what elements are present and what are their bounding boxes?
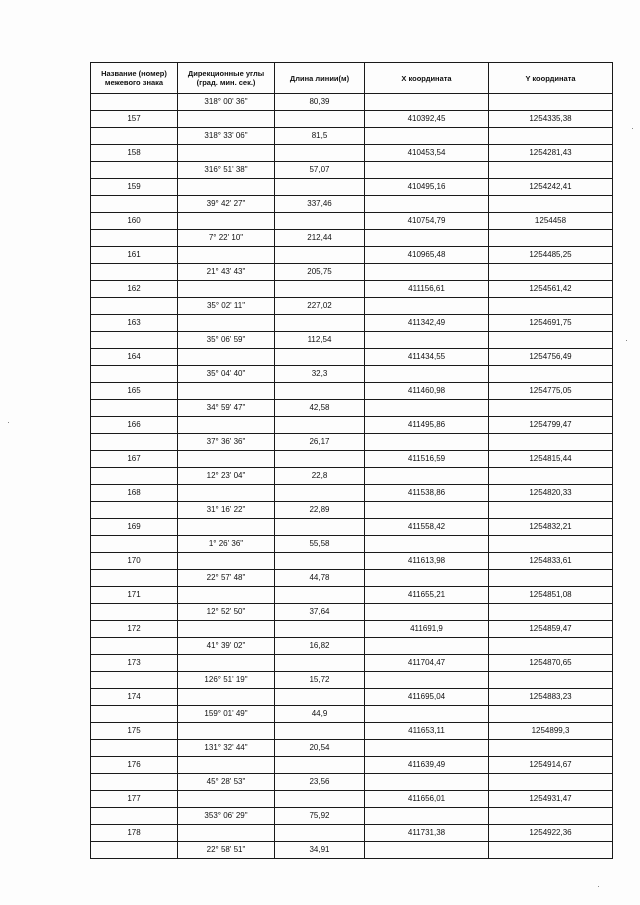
cell-point-name: 172 [91, 621, 178, 638]
cell-x-coordinate [365, 808, 489, 825]
cell-x-coordinate [365, 672, 489, 689]
table-row-segment [91, 434, 613, 451]
cell-x-coordinate [365, 230, 489, 247]
table-row-segment [91, 94, 613, 111]
cell-y-coordinate [489, 604, 613, 621]
cell-direction-angle [178, 621, 275, 638]
cell-point-name: 166 [91, 417, 178, 434]
cell-point-name: 169 [91, 519, 178, 536]
cell-x-coordinate: 411613,98 [365, 553, 489, 570]
cell-point-name: 171 [91, 587, 178, 604]
cell-line-length: 44,78 [275, 570, 365, 587]
cell-x-coordinate: 410453,54 [365, 145, 489, 162]
cell-direction-angle [178, 111, 275, 128]
cell-line-length [275, 179, 365, 196]
cell-y-coordinate [489, 808, 613, 825]
cell-direction-angle [178, 587, 275, 604]
cell-point-name: 168 [91, 485, 178, 502]
cell-x-coordinate [365, 94, 489, 111]
cell-line-length [275, 689, 365, 706]
table-row-segment [91, 332, 613, 349]
table-row-segment [91, 196, 613, 213]
cell-line-length: 57,07 [275, 162, 365, 179]
cell-line-length: 80,39 [275, 94, 365, 111]
cell-y-coordinate [489, 638, 613, 655]
table-row-segment [91, 366, 613, 383]
cell-point-name: 176 [91, 757, 178, 774]
cell-y-coordinate: 1254931,47 [489, 791, 613, 808]
cell-point-name: 158 [91, 145, 178, 162]
cell-line-length [275, 587, 365, 604]
scan-speck [8, 422, 9, 423]
table-row-point [91, 587, 613, 604]
cell-point-name [91, 434, 178, 451]
table-row-segment [91, 774, 613, 791]
cell-point-name [91, 842, 178, 859]
cell-line-length [275, 791, 365, 808]
cell-x-coordinate: 411516,59 [365, 451, 489, 468]
cell-point-name: 160 [91, 213, 178, 230]
table-row-point [91, 213, 613, 230]
cell-x-coordinate: 411655,21 [365, 587, 489, 604]
cell-point-name [91, 570, 178, 587]
cell-direction-angle [178, 281, 275, 298]
cell-direction-angle [178, 519, 275, 536]
cell-line-length [275, 553, 365, 570]
cell-x-coordinate [365, 604, 489, 621]
cell-y-coordinate: 1254756,49 [489, 349, 613, 366]
table-row-point [91, 519, 613, 536]
header-angle: Дирекционные углы (град. мин. сек.) [178, 63, 275, 94]
cell-point-name: 165 [91, 383, 178, 400]
cell-direction-angle: 316° 51' 38" [178, 162, 275, 179]
cell-direction-angle: 126° 51' 19" [178, 672, 275, 689]
cell-direction-angle: 1° 26' 36" [178, 536, 275, 553]
cell-direction-angle [178, 315, 275, 332]
cell-point-name: 178 [91, 825, 178, 842]
cell-point-name [91, 468, 178, 485]
cell-point-name [91, 264, 178, 281]
cell-line-length [275, 315, 365, 332]
cell-line-length [275, 281, 365, 298]
cell-point-name [91, 706, 178, 723]
table-row-point [91, 451, 613, 468]
cell-x-coordinate [365, 842, 489, 859]
cell-x-coordinate: 411434,55 [365, 349, 489, 366]
cell-point-name [91, 502, 178, 519]
cell-direction-angle [178, 689, 275, 706]
cell-direction-angle: 318° 00' 36" [178, 94, 275, 111]
cell-direction-angle: 12° 52' 50" [178, 604, 275, 621]
table-row-segment [91, 536, 613, 553]
cell-direction-angle: 131° 32' 44" [178, 740, 275, 757]
cell-line-length: 32,3 [275, 366, 365, 383]
cell-point-name: 162 [91, 281, 178, 298]
cell-direction-angle [178, 825, 275, 842]
cell-point-name [91, 94, 178, 111]
table-row-segment [91, 808, 613, 825]
cell-line-length: 37,64 [275, 604, 365, 621]
cell-direction-angle: 34° 59' 47" [178, 400, 275, 417]
cell-direction-angle [178, 349, 275, 366]
cell-y-coordinate [489, 774, 613, 791]
table-body [91, 94, 613, 859]
cell-direction-angle [178, 213, 275, 230]
cell-y-coordinate: 1254799,47 [489, 417, 613, 434]
cell-line-length [275, 349, 365, 366]
table-row-segment [91, 672, 613, 689]
cell-x-coordinate [365, 162, 489, 179]
cell-line-length: 34,91 [275, 842, 365, 859]
cell-line-length: 112,54 [275, 332, 365, 349]
cell-y-coordinate: 1254691,75 [489, 315, 613, 332]
cell-point-name: 163 [91, 315, 178, 332]
cell-line-length [275, 145, 365, 162]
table-row-point [91, 145, 613, 162]
cell-y-coordinate: 1254899,3 [489, 723, 613, 740]
cell-point-name [91, 536, 178, 553]
cell-direction-angle: 22° 57' 48" [178, 570, 275, 587]
table-row-segment [91, 502, 613, 519]
cell-x-coordinate [365, 264, 489, 281]
header-x: X координата [365, 63, 489, 94]
cell-direction-angle: 35° 06' 59" [178, 332, 275, 349]
cell-y-coordinate: 1254832,21 [489, 519, 613, 536]
table-row-point [91, 485, 613, 502]
cell-line-length: 22,8 [275, 468, 365, 485]
table-row-segment [91, 128, 613, 145]
cell-y-coordinate [489, 298, 613, 315]
cell-x-coordinate: 411656,01 [365, 791, 489, 808]
cell-point-name: 159 [91, 179, 178, 196]
cell-direction-angle: 159° 01' 49" [178, 706, 275, 723]
cell-line-length [275, 247, 365, 264]
cell-point-name [91, 128, 178, 145]
cell-line-length [275, 451, 365, 468]
table-row-point [91, 179, 613, 196]
scan-speck [632, 128, 633, 129]
cell-y-coordinate [489, 536, 613, 553]
cell-x-coordinate [365, 366, 489, 383]
table-row-segment [91, 468, 613, 485]
cell-y-coordinate: 1254851,08 [489, 587, 613, 604]
cell-y-coordinate: 1254335,38 [489, 111, 613, 128]
cell-point-name [91, 774, 178, 791]
cell-x-coordinate [365, 706, 489, 723]
cell-y-coordinate [489, 570, 613, 587]
cell-direction-angle [178, 383, 275, 400]
cell-direction-angle: 318° 33' 06" [178, 128, 275, 145]
cell-line-length [275, 655, 365, 672]
table-row-point [91, 757, 613, 774]
cell-direction-angle [178, 417, 275, 434]
cell-y-coordinate [489, 128, 613, 145]
cell-x-coordinate [365, 536, 489, 553]
cell-x-coordinate: 411704,47 [365, 655, 489, 672]
table-row-point [91, 655, 613, 672]
cell-y-coordinate: 1254820,33 [489, 485, 613, 502]
cell-x-coordinate: 410392,45 [365, 111, 489, 128]
cell-direction-angle: 22° 58' 51" [178, 842, 275, 859]
cell-line-length [275, 213, 365, 230]
cell-y-coordinate [489, 706, 613, 723]
cell-line-length: 75,92 [275, 808, 365, 825]
table-row-point [91, 791, 613, 808]
cell-y-coordinate: 1254485,25 [489, 247, 613, 264]
cell-direction-angle: 21° 43' 43" [178, 264, 275, 281]
cell-line-length [275, 485, 365, 502]
cell-x-coordinate: 411538,86 [365, 485, 489, 502]
cell-point-name [91, 162, 178, 179]
cell-point-name: 161 [91, 247, 178, 264]
cell-point-name [91, 638, 178, 655]
cell-x-coordinate [365, 638, 489, 655]
cell-point-name [91, 230, 178, 247]
table-row-segment [91, 740, 613, 757]
cell-y-coordinate: 1254815,44 [489, 451, 613, 468]
cell-x-coordinate: 411653,11 [365, 723, 489, 740]
cell-line-length: 55,58 [275, 536, 365, 553]
cell-x-coordinate: 411691,9 [365, 621, 489, 638]
cell-x-coordinate [365, 468, 489, 485]
cell-y-coordinate [489, 672, 613, 689]
cell-y-coordinate [489, 468, 613, 485]
cell-direction-angle: 12° 23' 04" [178, 468, 275, 485]
cell-line-length: 212,44 [275, 230, 365, 247]
cell-x-coordinate: 410965,48 [365, 247, 489, 264]
table-row-segment [91, 570, 613, 587]
cell-y-coordinate: 1254775,05 [489, 383, 613, 400]
cell-direction-angle: 41° 39' 02" [178, 638, 275, 655]
cell-x-coordinate: 411156,61 [365, 281, 489, 298]
header-length: Длина линии(м) [275, 63, 365, 94]
table-row-point [91, 417, 613, 434]
cell-line-length: 23,56 [275, 774, 365, 791]
cell-direction-angle: 35° 02' 11" [178, 298, 275, 315]
cell-point-name [91, 196, 178, 213]
cell-x-coordinate [365, 570, 489, 587]
header-name: Название (номер) межевого знака [91, 63, 178, 94]
cell-x-coordinate [365, 332, 489, 349]
cell-direction-angle: 37° 36' 36" [178, 434, 275, 451]
cell-x-coordinate [365, 400, 489, 417]
scan-speck [598, 886, 599, 887]
cell-line-length [275, 383, 365, 400]
cell-line-length: 22,89 [275, 502, 365, 519]
cell-point-name: 157 [91, 111, 178, 128]
cell-x-coordinate: 411495,86 [365, 417, 489, 434]
cell-x-coordinate: 411342,49 [365, 315, 489, 332]
cell-direction-angle: 45° 28' 53" [178, 774, 275, 791]
cell-y-coordinate [489, 264, 613, 281]
cell-direction-angle [178, 757, 275, 774]
cell-line-length: 15,72 [275, 672, 365, 689]
cell-y-coordinate: 1254859,47 [489, 621, 613, 638]
cell-y-coordinate: 1254833,61 [489, 553, 613, 570]
cell-line-length [275, 111, 365, 128]
cell-y-coordinate: 1254242,41 [489, 179, 613, 196]
table-row-segment [91, 638, 613, 655]
cell-point-name: 167 [91, 451, 178, 468]
cell-direction-angle [178, 655, 275, 672]
table-row-point [91, 315, 613, 332]
cell-point-name [91, 740, 178, 757]
table-row-segment [91, 400, 613, 417]
cell-x-coordinate: 411639,49 [365, 757, 489, 774]
table-row-point [91, 689, 613, 706]
cell-line-length: 20,54 [275, 740, 365, 757]
cell-line-length [275, 417, 365, 434]
cell-line-length [275, 621, 365, 638]
cell-x-coordinate [365, 502, 489, 519]
table-row-point [91, 723, 613, 740]
cell-x-coordinate [365, 298, 489, 315]
cell-y-coordinate [489, 502, 613, 519]
cell-y-coordinate: 1254561,42 [489, 281, 613, 298]
cell-direction-angle: 7° 22' 10" [178, 230, 275, 247]
table-row-segment [91, 706, 613, 723]
cell-x-coordinate: 411695,04 [365, 689, 489, 706]
cell-y-coordinate [489, 196, 613, 213]
table-row-point [91, 111, 613, 128]
cell-y-coordinate [489, 162, 613, 179]
table-row-point [91, 349, 613, 366]
cell-direction-angle [178, 553, 275, 570]
cell-direction-angle [178, 179, 275, 196]
cell-x-coordinate: 411558,42 [365, 519, 489, 536]
cell-line-length: 205,75 [275, 264, 365, 281]
table-row-point [91, 553, 613, 570]
cell-x-coordinate: 410495,16 [365, 179, 489, 196]
cell-point-name: 174 [91, 689, 178, 706]
table-row-point [91, 383, 613, 400]
table-row-segment [91, 298, 613, 315]
cell-point-name [91, 298, 178, 315]
cell-x-coordinate: 411731,38 [365, 825, 489, 842]
cell-direction-angle: 31° 16' 22" [178, 502, 275, 519]
table-row-point [91, 621, 613, 638]
cell-line-length [275, 519, 365, 536]
cell-x-coordinate [365, 740, 489, 757]
cell-x-coordinate [365, 128, 489, 145]
cell-line-length [275, 723, 365, 740]
table-row-segment [91, 230, 613, 247]
cell-x-coordinate: 410754,79 [365, 213, 489, 230]
cell-direction-angle: 39° 42' 27" [178, 196, 275, 213]
cell-point-name [91, 604, 178, 621]
cell-point-name [91, 808, 178, 825]
cell-point-name: 175 [91, 723, 178, 740]
cell-direction-angle [178, 485, 275, 502]
cell-direction-angle: 353° 06' 29" [178, 808, 275, 825]
cell-direction-angle [178, 451, 275, 468]
table-row-segment [91, 842, 613, 859]
cell-direction-angle [178, 723, 275, 740]
cell-y-coordinate: 1254883,23 [489, 689, 613, 706]
table-row-point [91, 281, 613, 298]
cell-point-name: 164 [91, 349, 178, 366]
cell-line-length: 337,46 [275, 196, 365, 213]
cell-line-length: 44,9 [275, 706, 365, 723]
cell-y-coordinate [489, 94, 613, 111]
cell-direction-angle [178, 791, 275, 808]
cell-point-name: 177 [91, 791, 178, 808]
cell-y-coordinate: 1254281,43 [489, 145, 613, 162]
cell-point-name [91, 332, 178, 349]
cell-line-length: 16,82 [275, 638, 365, 655]
cell-y-coordinate: 1254914,67 [489, 757, 613, 774]
cell-line-length [275, 825, 365, 842]
cell-y-coordinate [489, 740, 613, 757]
header-y: Y координата [489, 63, 613, 94]
cell-direction-angle [178, 247, 275, 264]
scan-speck [626, 340, 627, 341]
table-row-point [91, 247, 613, 264]
cell-y-coordinate [489, 842, 613, 859]
cell-line-length: 42,58 [275, 400, 365, 417]
cell-line-length: 26,17 [275, 434, 365, 451]
cell-y-coordinate [489, 366, 613, 383]
cell-line-length: 81,5 [275, 128, 365, 145]
cell-y-coordinate [489, 400, 613, 417]
cell-x-coordinate [365, 434, 489, 451]
boundary-marks-table [90, 62, 613, 859]
cell-x-coordinate [365, 196, 489, 213]
cell-point-name [91, 672, 178, 689]
cell-line-length [275, 757, 365, 774]
cell-point-name [91, 400, 178, 417]
table-row-point [91, 825, 613, 842]
table-row-segment [91, 604, 613, 621]
cell-point-name: 170 [91, 553, 178, 570]
cell-point-name: 173 [91, 655, 178, 672]
cell-direction-angle [178, 145, 275, 162]
table-row-segment [91, 162, 613, 179]
cell-point-name [91, 366, 178, 383]
cell-x-coordinate: 411460,98 [365, 383, 489, 400]
cell-y-coordinate: 1254870,65 [489, 655, 613, 672]
table-row-segment [91, 264, 613, 281]
cell-y-coordinate [489, 434, 613, 451]
cell-y-coordinate [489, 230, 613, 247]
cell-x-coordinate [365, 774, 489, 791]
cell-y-coordinate: 1254458 [489, 213, 613, 230]
cell-y-coordinate [489, 332, 613, 349]
cell-direction-angle: 35° 04' 40" [178, 366, 275, 383]
table-header-row [91, 63, 613, 94]
cell-line-length: 227,02 [275, 298, 365, 315]
cell-y-coordinate: 1254922,36 [489, 825, 613, 842]
